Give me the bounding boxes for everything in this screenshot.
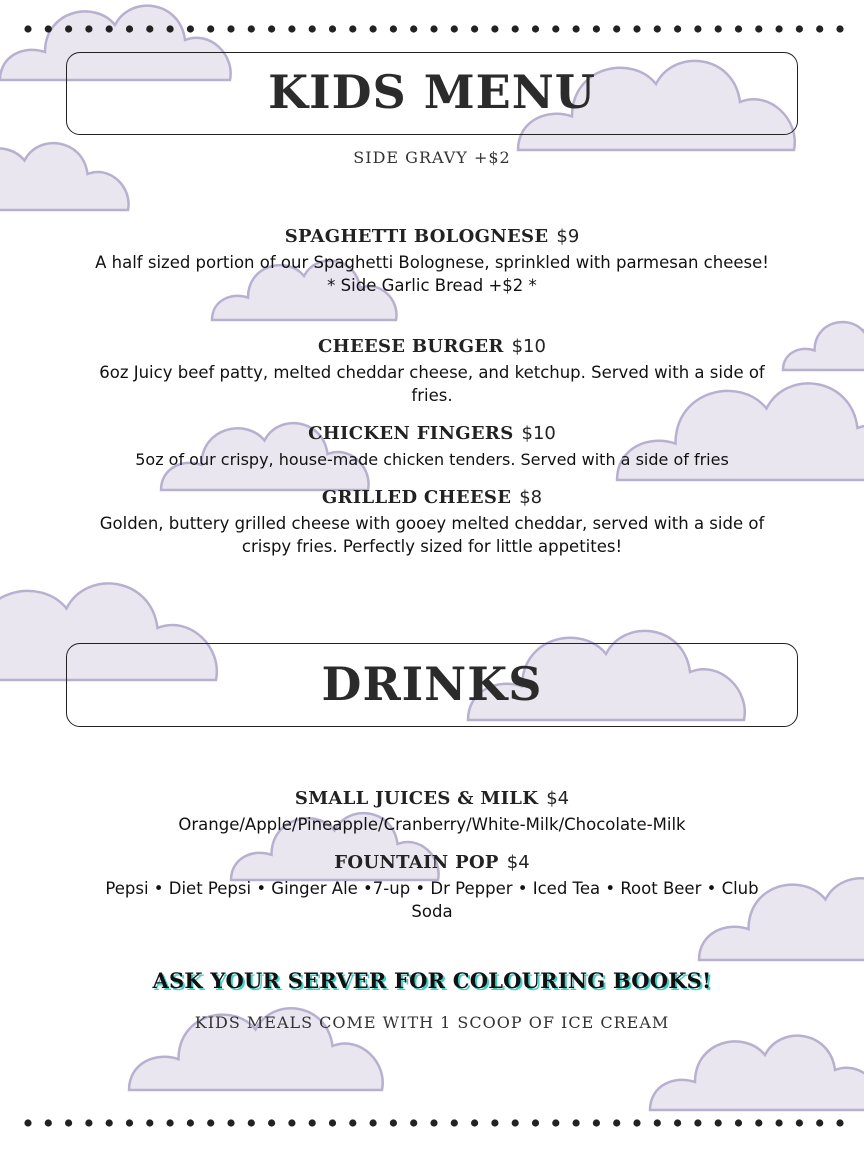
colouring-books-callout: ASK YOUR SERVER FOR COLOURING BOOKS! [152, 968, 712, 993]
item-description: Golden, buttery grilled cheese with gooey melted cheddar, served with a side of crispy fries. Perfectly sized for little appetites! [99, 514, 765, 556]
item-price: $9 [556, 226, 580, 247]
kids-menu-title: KIDS MENU [268, 65, 596, 119]
drinks-title: DRINKS [321, 657, 543, 711]
item-name: FOUNTAIN POP [334, 852, 499, 873]
item-price: $4 [506, 852, 530, 873]
item-price: $8 [519, 487, 543, 508]
ice-cream-note: KIDS MEALS COME WITH 1 SCOOP OF ICE CREAM [194, 1013, 670, 1032]
item-name: SPAGHETTI BOLOGNESE [284, 226, 549, 247]
item-description: 6oz Juicy beef patty, melted cheddar cheese, and ketchup. Served with a side of fries. [99, 363, 765, 405]
item-description: Orange/Apple/Pineapple/Cranberry/White-Milk/Chocolate-Milk [178, 815, 686, 834]
menu-item-cheese-burger [84, 334, 780, 407]
menu-item-grilled-cheese [84, 485, 780, 558]
item-extra: * Side Garlic Bread +$2 * [327, 276, 537, 295]
menu-item-spaghetti [84, 224, 780, 297]
item-price: $4 [546, 788, 570, 809]
item-price: $10 [511, 336, 546, 357]
item-name: SMALL JUICES & MILK [294, 788, 539, 809]
drink-item-fountain-pop [84, 850, 780, 923]
item-description: 5oz of our crispy, house-made chicken tenders. Served with a side of fries [135, 450, 729, 469]
item-name: CHICKEN FINGERS [308, 423, 514, 444]
item-description: A half sized portion of our Spaghetti Bolognese, sprinkled with parmesan cheese! [95, 253, 769, 272]
side-gravy-note: SIDE GRAVY +$2 [353, 148, 511, 167]
item-name: CHEESE BURGER [318, 336, 504, 357]
item-description: Pepsi • Diet Pepsi • Ginger Ale •7-up • Dr Pepper • Iced Tea • Root Beer • Club Soda [105, 879, 759, 921]
menu-item-chicken-fingers [70, 421, 794, 471]
drink-item-juices-milk [84, 786, 780, 836]
item-price: $10 [521, 423, 556, 444]
item-name: GRILLED CHEESE [321, 487, 512, 508]
